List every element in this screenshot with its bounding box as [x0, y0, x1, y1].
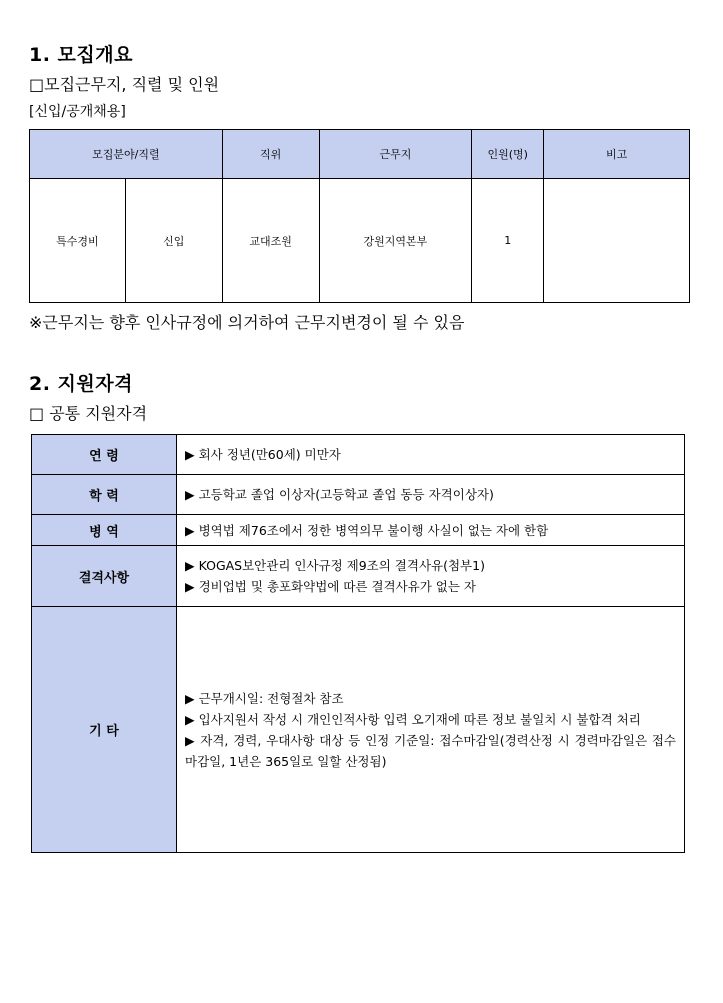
value-line: ▶ 고등학교 졸업 이상자(고등학교 졸업 동등 자격이상자): [185, 487, 494, 502]
label-other: 기 타: [32, 607, 177, 853]
cell-remarks: [544, 179, 690, 303]
table-row: [30, 179, 690, 303]
value-military: [177, 515, 685, 546]
header-location: 근무지: [319, 130, 472, 179]
location-note: ※근무지는 향후 인사규정에 의거하여 근무지변경이 될 수 있음: [29, 313, 465, 332]
value-line: ▶ 자격, 경력, 우대사항 대상 등 인정 기준일: 접수마감일(경력산정 시 경력마감일은 접수마감일, 1년은 365일로 일할 산정됨): [185, 732, 676, 769]
value-line: ▶ 경비업법 및 총포화약법에 따른 결격사유가 없는 자: [185, 579, 477, 594]
header-field: 모집분야/직렬: [30, 130, 223, 179]
label-military: 병 역: [32, 515, 177, 546]
value-line: ▶ 병역법 제76조에서 정한 병역의무 불이행 사실이 없는 자에 한함: [185, 522, 549, 538]
value-age: [177, 435, 685, 475]
value-education: [177, 475, 685, 515]
value-disqualification: [177, 546, 685, 607]
table-row: [32, 546, 685, 607]
table-row: [32, 515, 685, 546]
label-education: 학 력: [32, 475, 177, 515]
cell-field: 특수경비: [30, 179, 126, 303]
section1-subtitle: □모집근무지, 직렬 및 인원: [29, 75, 220, 94]
table-row: [32, 435, 685, 475]
recruit-category: [신입/공개채용]: [29, 104, 126, 120]
value-line: ▶ KOGAS보안관리 인사규정 제9조의 결격사유(첨부1): [185, 558, 485, 573]
section2-title: 2. 지원자격: [29, 373, 133, 395]
header-position: 직위: [222, 130, 319, 179]
value-line: ▶ 입사지원서 작성 시 개인인적사항 입력 오기재에 따른 정보 불일치 시 불합격 처리: [185, 711, 641, 727]
recruitment-table: [29, 129, 690, 303]
value-other: [177, 607, 685, 853]
header-count: 인원(명): [472, 130, 544, 179]
qualification-table: [31, 434, 685, 853]
section2-subtitle: □ 공통 지원자격: [29, 404, 148, 423]
cell-series: 신입: [125, 179, 222, 303]
cell-count: 1: [472, 179, 544, 303]
recruitment-table-header: [30, 130, 690, 179]
table-row: [32, 607, 685, 853]
cell-location: 강원지역본부: [319, 179, 472, 303]
label-disqualification: 결격사항: [32, 546, 177, 607]
value-line: ▶ 회사 정년(만60세) 미만자: [185, 447, 341, 462]
header-remarks: 비고: [544, 130, 690, 179]
cell-position: 교대조원: [222, 179, 319, 303]
label-age: 연 령: [32, 435, 177, 475]
section1-title: 1. 모집개요: [29, 44, 133, 66]
table-row: [32, 475, 685, 515]
value-line: ▶ 근무개시일: 전형절차 참조: [185, 690, 344, 706]
